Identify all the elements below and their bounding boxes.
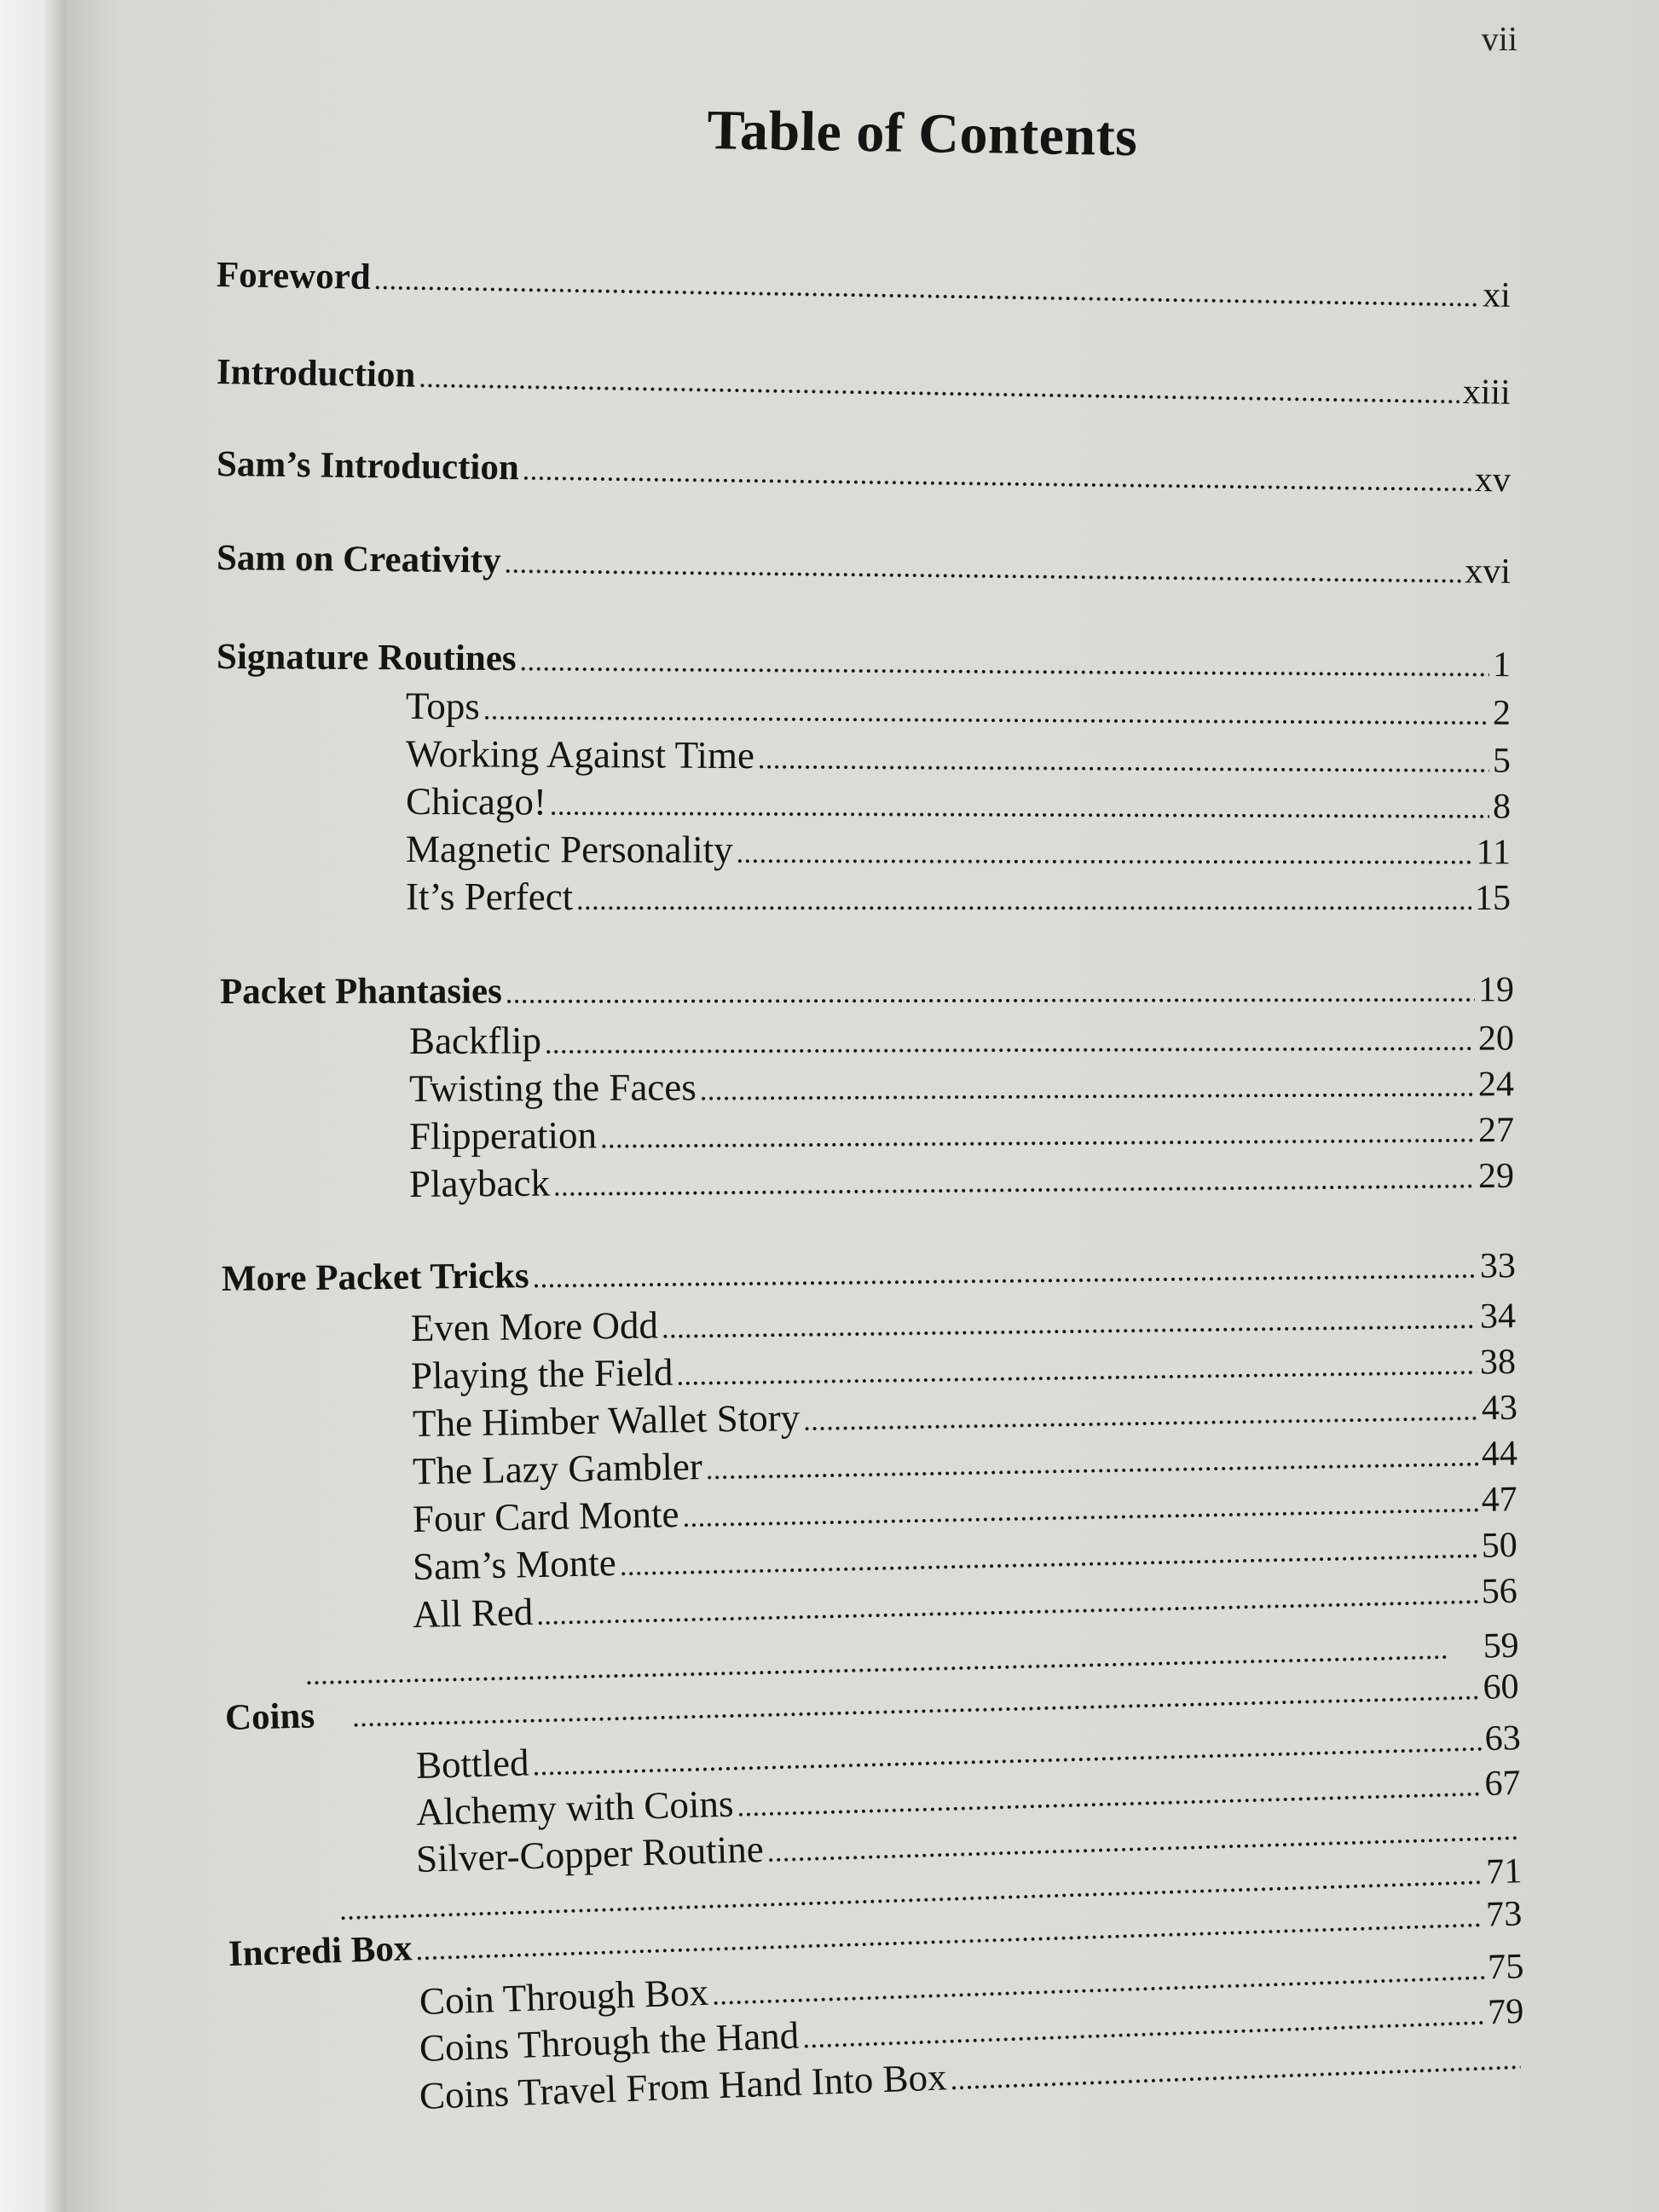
toc-label: Sam on Creativity <box>216 538 501 581</box>
toc-entry <box>409 1106 1514 1159</box>
toc-page: 79 <box>1487 1991 1525 2033</box>
toc-page: 5 <box>1492 741 1512 781</box>
toc-label: Sam’s Introduction <box>216 444 520 488</box>
toc-page: 50 <box>1481 1525 1518 1566</box>
toc-label: Working Against Time <box>405 732 755 777</box>
toc-entry <box>409 1060 1514 1112</box>
toc-label: Alchemy with Coins <box>415 1782 735 1834</box>
page-title: Table of Contents <box>707 99 1138 169</box>
toc-label: Sam’s Monte <box>412 1541 617 1588</box>
toc-label: Signature Routines <box>216 637 517 679</box>
toc-entry <box>217 535 1511 595</box>
toc-label: Bottled <box>415 1741 530 1787</box>
toc-label: Coin Through Box <box>419 1970 709 2023</box>
toc-entry <box>409 1014 1514 1064</box>
toc-entry <box>409 1152 1514 1207</box>
toc-label: Chicago! <box>405 780 547 823</box>
toc-chapter <box>220 967 1514 1015</box>
toc-page: 47 <box>1481 1480 1518 1520</box>
toc-page: 2 <box>1492 693 1512 733</box>
toc-page: 15 <box>1475 879 1511 918</box>
toc-page: xiii <box>1462 372 1512 413</box>
toc-page: 27 <box>1477 1110 1515 1151</box>
toc-entry <box>217 252 1512 319</box>
toc-label: The Lazy Gambler <box>412 1445 703 1493</box>
toc-page: 34 <box>1479 1297 1517 1337</box>
toc-page: 44 <box>1481 1434 1518 1475</box>
toc-page: xv <box>1474 460 1512 500</box>
toc-label: Playing the Field <box>410 1350 673 1397</box>
toc-label: Playback <box>408 1161 551 1205</box>
toc-page: 38 <box>1479 1342 1517 1383</box>
toc-entry <box>406 874 1511 920</box>
toc-label: Flipperation <box>408 1113 598 1158</box>
leader-dots <box>506 969 1475 1017</box>
leader-dots <box>419 355 1460 418</box>
leader-dots <box>504 541 1461 598</box>
toc-page: 71 <box>1485 1851 1523 1892</box>
toc-page: 67 <box>1483 1763 1522 1804</box>
toc-entry <box>406 683 1511 735</box>
toc-page: 1 <box>1492 645 1512 685</box>
leader-dots <box>373 257 1479 321</box>
toc-page: 11 <box>1476 833 1512 873</box>
toc-label: Foreword <box>216 255 372 297</box>
leader-dots <box>758 736 1489 786</box>
toc-label: Coins Through the Hand <box>419 2013 800 2070</box>
toc-page: xvi <box>1465 552 1512 592</box>
toc-label: Coins <box>224 1695 315 1738</box>
toc-page: 59 <box>1483 1626 1520 1666</box>
toc-label: All Red <box>412 1590 534 1636</box>
toc-page: 60 <box>1482 1666 1520 1707</box>
leader-dots <box>550 783 1489 833</box>
toc-page: 33 <box>1479 1246 1517 1286</box>
toc-label: It’s Perfect <box>406 875 574 918</box>
toc-page: 75 <box>1487 1947 1525 1988</box>
toc-page: 19 <box>1477 970 1515 1010</box>
book-page <box>66 0 1659 2212</box>
toc-page: 63 <box>1484 1718 1522 1759</box>
toc-label: More Packet Tricks <box>221 1256 529 1299</box>
toc-page: 56 <box>1481 1571 1518 1612</box>
leader-dots <box>576 878 1471 924</box>
toc-label: Even More Odd <box>410 1303 659 1349</box>
toc-label: Coins Travel From Hand Into Box <box>419 2055 948 2117</box>
toc-label: Tops <box>405 684 480 728</box>
toc-list <box>216 0 1525 2212</box>
toc-page: 29 <box>1477 1156 1515 1197</box>
toc-entry <box>217 349 1512 416</box>
leader-dots <box>737 831 1473 879</box>
leader-dots <box>522 448 1471 505</box>
toc-entry <box>406 731 1511 783</box>
toc-label: Backflip <box>408 1019 542 1062</box>
leader-dots <box>519 638 1489 690</box>
toc-page: 43 <box>1481 1388 1518 1429</box>
toc-entry <box>217 442 1512 504</box>
leader-dots <box>553 1156 1475 1210</box>
toc-entry <box>406 778 1511 829</box>
toc-label: Twisting the Faces <box>408 1066 697 1110</box>
toc-label: Four Card Monte <box>412 1493 679 1540</box>
toc-label: Introduction <box>216 352 416 396</box>
toc-label: Incredi Box <box>228 1928 413 1974</box>
toc-chapter <box>217 634 1511 688</box>
page-edge <box>0 0 66 2212</box>
toc-label: The Himber Wallet Story <box>412 1395 801 1445</box>
toc-entry <box>406 826 1511 874</box>
toc-page: 24 <box>1477 1065 1515 1105</box>
toc-label: Packet Phantasies <box>219 971 502 1012</box>
toc-page: 20 <box>1477 1019 1515 1059</box>
toc-label: Silver-Copper Routine <box>415 1827 765 1880</box>
toc-page: xi <box>1482 275 1512 315</box>
toc-label: Magnetic Personality <box>405 828 733 871</box>
toc-page: 8 <box>1492 787 1512 827</box>
page-number: vii <box>1481 20 1517 58</box>
toc-page: 73 <box>1485 1894 1523 1935</box>
